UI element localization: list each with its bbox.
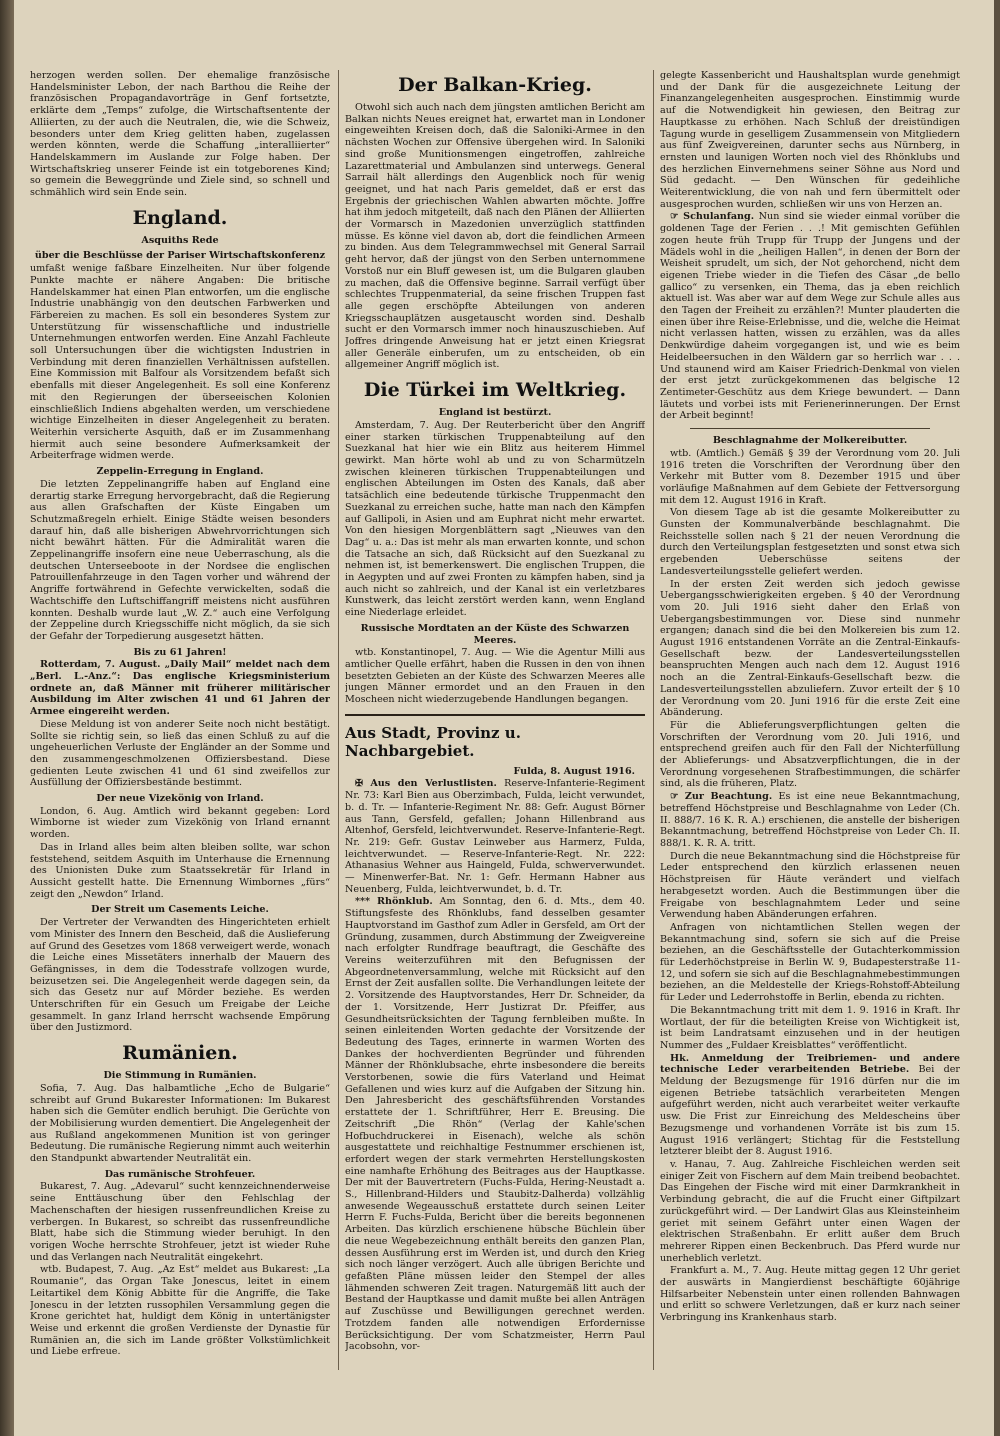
section-divider: [345, 714, 645, 716]
article-text: In der ersten Zeit werden sich jedoch gewisse Uebergangsschwierigkeiten ergeben. § 40 der Verordnung vom 20. Juli 1916 sieht daher den Erlaß von Uebergangsbestimmungen vor. Diese sind nunmehr ergangen; danach sind die bei den Molkereien bis zum 12. August 1916 entstandenen Vorräte an die Zentral-Einkaufs-Gesellschaft bezw. der Landesverteilungsstellen beanspruchten Mengen auch nach dem 12. August 1916 noch an die Zentral-Einkaufs-Gesellschaft bezw. die Landesverteilungsstellen abzuliefern. Zuvor erteilt der § 10 der Verordnung vom 20. Juni 1916 für die erste Zeit eine Abänderung.: [660, 578, 960, 719]
section-heading-balkan: Der Balkan-Krieg.: [398, 74, 592, 96]
article-text: Die letzten Zeppelinangriffe haben auf England eine derartig starke Erregung hervorgebracht, daß die Regierung aus allen Grafschaften der Küste Eingaben um Schutzmaßregeln erhielt. Einige Städte weisen besonders darauf hin, daß alle bisherigen Abwehrvorrichtungen sich nicht bewährt hätten. Für die Admiralität waren die Zeppelinangriffe insofern eine neue Ueberraschung, als die deutschen Unterseeboote in der Nordsee die englischen Patrouillenfahrzeuge in den Tagen vorher und während der Angriffe fortwährend in Gefechte verwickelten, sodaß die Wachtschiffe den Luftschiffangriff meistens nicht ausführen konnten. Deshalb wurde laut „W. Z.“ auch eine Verfolgung der Zeppeline durch Kriegsschiffe nicht möglich, da sie sich der Gefahr der Torpedierung ausgesetzt hätten.: [30, 478, 330, 642]
article-title: Rhönklub.: [377, 896, 433, 908]
cross-icon: ✠: [355, 778, 364, 790]
article-text: v. Hanau, 7. Aug. Zahlreiche Fischleichen werden seit einiger Zeit von Fischern auf dem Main treibend beobachtet. Das Eingehen der Fische wird mit einer Darmkrankheit in Verbindung gebracht, die auf die Frucht einer Giftpilzart zurückgeführt wird. — Der Landwirt Glas aus Kleinsteinheim geriet mit seinem Gefährt unter einen Wagen der elektrischen Straßenbahn. Er erlitt außer dem Bruch mehrerer Rippen einen Beckenbruch. Das Pferd wurde nur unerheblich verletzt.: [660, 1158, 960, 1264]
article-text: Frankfurt a. M., 7. Aug. Heute mittag gegen 12 Uhr geriet der auswärts in Mangierdienst beschäftigte 60jährige Hilfsarbeiter Nebenstein unter einen rollenden Bahnwagen und erlitt so schwere Verletzungen, daß er kurz nach seiner Verbringung ins Krankenhaus starb.: [660, 1265, 960, 1324]
article-text: Nun sind sie wieder einmal vorüber die goldenen Tage der Ferien . . .! Mit gemischten Gefühlen zogen heute früh Trupp für Trupp der Jungens und der Mädels wohl in die „heiligen Hallen“, in denen der Born der Weisheit sprudelt, um sich, der Not gehorchend, nicht dem eigenen Triebe wieder in die Tiefen des Cäsar „de bello gallico“ zu versenken, ein Thema, das ja eben reichlich aktuell ist. Was aber war auf dem Wege zur Schule alles aus den Tagen der Freiheit zu erzählen?! Munter plauderten die einen über ihre Reise-Erlebnisse, und die, welche die Heimat nicht verlassen hatten, wissen zu erzählen, was da alles Denkwürdige daheim vorgegangen ist, und wie es beim Heidelbeersuchen in den Wäldern gar so herrlich war . . . Und staunend wird am Kaiser Friedrich-Denkmal von vielen der erst jetzt zurückgekommenen das belgische 12 Zentimeter-Geschütz aus dem Kriege bewundert. — Dann läutets und vorbei ists mit Ferienerinnerungen. Der Ernst der Arbeit beginnt!: [660, 211, 960, 422]
intro-paragraph: herzogen werden sollen. Der ehemalige französische Handelsminister Lebon, der nach Barthou die Reihe der französischen Propagandavorträge in Genf fortsetzte, erklärte dem „Temps“ zufolge, die Wirtschaftsentente der Alliierten, zu der auch die Neutralen, die, wie die Schweiz, besonders unter dem Krieg gelitten haben, zugelassen werden könnten, werde die Schaffung „interalliierter“ Handelskammern im Auslande zur Folge haben. Der Wirtschaftskrieg unserer Feinde ist ein totgeborenes Kind; so gemein die Beweggründe und Ziele sind, so schnell und schmählich wird sein Ende sein.: [30, 70, 330, 199]
article-text: Otwohl sich auch nach dem jüngsten amtlichen Bericht am Balkan nichts Neues ereignet hat, erwartet man in Londoner eingeweihten Kreisen doch, daß die Saloniki-Armee in den nächsten Wochen zur Offensive übergehen wird. In Saloniki sind große Munitionsmengen eingetroffen, zahlreiche Lazarettmaterial und Ambulanzen sind unterwegs. General Sarrail hält allerdings den Augenblick noch für wenig geeignet, und hat nach Paris gemeldet, daß er erst das Ergebnis der griechischen Wahlen abwarten möchte. Joffre hat ihm jedoch mitgeteilt, daß nach den Plänen der Alliierten der Vormarsch in Mazedonien unverzüglich stattfinden müsse. Es könne viel davon ab, dort die feindlichen Armeen zu binden. Aus dem Telegrammwechsel mit General Sarrail geht hervor, daß der jüngst von den Serben unternommene Vorstoß nur ein Bluff gewesen ist, um die Bulgaren glauben zu machen, daß die Offensive beginne. Sarrail verfügt über schlechtes Truppenmaterial, da seine frischen Truppen fast alle gegen erschöpfte Abteilungen von anderen Kriegsschauplätzen ausgetauscht worden sind. Deshalb sucht er den Vormarsch immer noch hinauszuschieben. Auf Joffres dringende Anweisung hat er jetzt einen Kriegsrat aller Generäle einberufen, um zu entscheiden, ob ein allgemeiner Angriff möglich ist.: [345, 102, 645, 371]
asterisk-icon: ***: [355, 896, 371, 908]
article-title: Schulanfang.: [683, 211, 755, 223]
article-text: Der Vertreter der Verwandten des Hingerichteten erhielt vom Minister des Innern den Bescheid, daß die Auslieferung auf Grund des Gesetzes vom 1868 verweigert werde, wonach die Leiche eines Missetäters innerhalb der Mauern des Gefängnisses, in dem die Todesstrafe vollzogen wurde, beizusetzen sei. Die Angelegenheit werde dagegen sein, da sich das Gesetz nur auf Mörder beziehe. Es werden Unterschriften für ein Gesuch um Freigabe der Leiche gesammelt. In ganz Irland herrscht wachsende Empörung über den Justizmord.: [30, 917, 330, 1034]
article-text: Reserve-Infanterie-Regiment Nr. 73: Karl Bien aus Oberzimbach, Fulda, leicht verwundet, b. d. Tr. — Infanterie-Regiment Nr. 88: Gefr. August Börner aus Tann, Gersfeld, gefallen; Johann Hillenbrand aus Altenhof, Gersfeld, leichtverwundet. Reserve-Infanterie-Regt. Nr. 219: Gefr. Gustav Leinweber aus Harmerz, Fulda, leichtverwundet. — Reserve-Infanterie-Regt. Nr. 222: Athanasius Wehner aus Haingeld, Fulda, schwerverwundet. — Minenwerfer-Bat. Nr. 1: Gefr. Hermann Habner aus Neuenberg, Fulda, leichtverwundet, b. d. Tr.: [345, 778, 645, 895]
pointing-hand-icon: ☞: [670, 791, 679, 803]
section-heading-stadt: Aus Stadt, Provinz u. Nachbargebiet.: [345, 723, 521, 760]
article-text: Für die Ablieferungsverpflichtungen gelten die Vorschriften der Verordnung vom 20. Juli 1916, und entsprechend greifen auch für den Fall der Nichterfüllung der Ablieferungs- und Absatzverpflichtungen, die in der Verordnung vorgesehenen Strafbestimmungen, die schärfer sind, als die früheren, Platz.: [660, 719, 960, 790]
column-rule: [338, 70, 339, 1370]
article-text: wtb. (Amtlich.) Gemäß § 39 der Verordnung vom 20. Juli 1916 treten die Vorschriften der Verordnung über den Verkehr mit Butter vom 8. Dezember 1915 und über vorläufige Maßnahmen auf dem Gebiete der Fettversorgung mit dem 12. August 1916 in Kraft.: [660, 447, 960, 506]
column-rule: [653, 70, 654, 1370]
article-title: Das rumänische Strohfeuer.: [104, 1168, 256, 1180]
article-subtitle: über die Beschlüsse der Pariser Wirtschaftskonferenz: [34, 250, 326, 262]
article-text: London, 6. Aug. Amtlich wird bekannt gegeben: Lord Wimborne ist wieder zum Vizekönig von Irland ernannt worden.: [30, 805, 330, 841]
section-heading-england: England.: [132, 206, 228, 229]
article-text: Es ist eine neue Bekanntmachung, betreffend Höchstpreise und Beschlagnahme von Leder (Ch. II. 888/7. 16 K. R. A.) erschienen, die anstelle der bisherigen Bekanntmachung, betreffend Höchstpreise von Leder Ch. II. 888/1. K. R. A. tritt.: [660, 791, 960, 849]
article-title: Russische Mordtaten an der Küste des Schwarzen Meeres.: [360, 622, 630, 646]
page-gutter-edge: [0, 0, 14, 1436]
article-title: Aus den Verlustlisten.: [370, 778, 497, 790]
pointing-hand-icon: ☞: [670, 211, 679, 223]
article-text: Von diesem Tage ab ist die gesamte Molkereibutter zu Gunsten der Kommunalverbände beschlagnahmt. Die Reichsstelle sollen nach § 21 der neuen Verordnung die durch den Verteilungsplan festgesetzten und sonst etwa sich ergebenden Ueberschüsse seitens der Landesverteilungsstelle geliefert werden.: [660, 507, 960, 577]
article-title: Der neue Vizekönig von Irland.: [96, 793, 264, 805]
divider: [690, 428, 930, 429]
column-1: [30, 70, 330, 1390]
column-3: [660, 70, 960, 1390]
article-title: Hk. Anmeldung der Treibriemen- und andere technische Leder verarbeitenden Betriebe.: [660, 1052, 960, 1076]
dateline: Fulda, 8. August 1916.: [513, 765, 635, 777]
article-text: Bei der Meldung der Bezugsmenge für 1916 dürfen nur die im eigenen Betriebe tatsächlich verarbeiteten Mengen aufgeführt werden, nicht auch verarbeitet weiter verkaufte usw. Die Frist zur Einreichung des Meldescheins über Bezugsmenge und vorhandenen Vorräte ist bis zum 15. August 1916 verlängert; Stichtag für die Feststellung letzterer bleibt der 8. August 1916.: [660, 1064, 960, 1158]
article-title: England ist bestürzt.: [438, 407, 552, 419]
article-text: Diese Meldung ist von anderer Seite noch nicht bestätigt. Sollte sie richtig sein, so ließ das einen Schluß zu auf die ungeheuerlichen Verluste der Engländer an der Somme und den zusammengeschmolzenen Offiziersbestand. Diese gedienten Leute zwischen 41 und 61 sind zweifellos zur Ausfüllung der Offiziersbestände bestimmt.: [30, 718, 330, 789]
article-text: wtb. Budapest, 7. Aug. „Az Est“ meldet aus Bukarest: „La Roumanie“, das Organ Take Jonescus, leitet in einem Leitartikel dem König Abbitte für die Angriffe, die Take Jonescu in der letzten russophilen Versammlung gegen die Krone gerichtet hat, huldigt dem König in untertänigster Weise und erkennt die großen Verdienste der Dynastie für Rumänien an, die sich im Lande größter Volkstümlichkeit und Liebe erfreue.: [30, 1264, 330, 1358]
article-text: Anfragen von nichtamtlichen Stellen wegen der Bekanntmachung sind, sofern sie sich auf die Preise beziehen, an die Geschäftsstelle der Gutachterkommission für Lederhöchstpreise in Berlin W. 9, Budapesterstraße 11-12, und sofern sie sich auf die Beschlagnahmebestimmungen beziehen, an die Meldestelle der Kriegs-Rohstoff-Abteilung für Leder und Lederrohstoffe in Berlin, ebenda zu richten.: [660, 921, 960, 1004]
article-text: Am Sonntag, den 6. d. Mts., dem 40. Stiftungsfeste des Rhönklubs, fand desselben gesamter Hauptvorstand im Gasthof zum Adler in Gersfeld, am Ort der Gründung, zusammen, durch Abstimmung der Zweigvereine nach erfolgter Rundfrage beauftragt, die Geschäfte des Vereins weiterzuführen mit den Befugnissen der Abgeordnetenversammlung, welche mit Rücksicht auf den Ernst der Zeit ausfallen sollte. Die Verhandlungen leitete der 2. Vorsitzende des Hauptvorstandes, Herr Dr. Schneider, da der 1. Vorsitzende, Herr Justizrat Dr. Pfeiffer, aus Gesundheitsrücksichten der Tagung fernbleiben mußte. In seinen einleitenden Worten gedachte der Vorsitzende der Bedeutung des Tages, erinnerte in warmen Worten des Dankes der hochverdienten Begründer und führenden Männer der Rhönklubsache, ehrte insbesondere die bereits Verstorbenen, sowie die fürs Vaterland und Heimat Gefallenen und wies kurz auf die Aufgaben der Sitzung hin. Den Jahresbericht des geschäftsführenden Vorstandes erstattete der 1. Schriftführer, Herr E. Breusing. Die Zeitschrift „Die Rhön“ (Verlag der Kahle'schen Hofbuchdruckerei in Eisenach), welche als schön ausgestattete und reichhaltige Festnummer erschienen ist, erfordert wegen der stark vermehrten Herstellungskosten eine namhafte Erhöhung des Beitrages aus der Hauptkasse. Der mit der Bauvertretern (Fuchs-Fulda, Hering-Neustadt a. S., Hillenbrand-Hilders und Staubitz-Dalherda) vollzählig anwesende Wegeausschuß erstattete durch seinen Leiter Herrn F. Fuchs-Fulda, Bericht über die bereits begonnenen Arbeiten. Das kürzlich erschienene hübsche Büchlein über die neue Wegebezeichnung enthält bereits den ganzen Plan, dessen Ausführung erst im Werden ist, und durch den Krieg sich noch länger verzögert. Auch alle übrigen Berichte und gefaßten Pläne müssen leider den Stempel der alles lähmenden schweren Zeit tragen. Naturgemäß litt auch der Bestand der Hauptkasse und damit mußte bei allen Anträgen auf Zuschüsse und Bewilligungen gerechnet werden. Trotzdem fanden alle notwendigen Erfordernisse Berücksichtigung. Der vom Schatzmeister, Herrn Paul Jacobsohn, vor-: [345, 896, 645, 1353]
article-text: wtb. Konstantinopel, 7. Aug. — Wie die Agentur Milli aus amtlicher Quelle erfährt, haben die Russen in den von ihnen besetzten Gebieten an der Küste des Schwarzen Meeres alle jungen Männer ermordet und an den Frauen in den Moscheen nicht wiederzugebende Handlungen begangen.: [345, 647, 645, 706]
article-text: gelegte Kassenbericht und Haushaltsplan wurde genehmigt und der Dank für die ausgezeichnete Leitung der Finanzangelegenheiten ausgesprochen. Einstimmig wurde auf die Notwendigkeit hin gewiesen, den Beitrag zur Hauptkasse zu erhöhen. Nach Schluß der dreistündigen Tagung wurde in geselligem Zusammensein von Mitgliedern aus fünf Zweigvereinen, darunter sechs aus Nürnberg, in ernsten und launigen Worten noch viel des Rhönklubs und des herzlichen Einvernehmens seiner Söhne aus Nord und Süd gedacht. — Den Wünschen für gedeihliche Weiterentwicklung, die von nah und fern übermittelt oder ausgesprochen wurden, schließen wir uns von Herzen an.: [660, 70, 960, 210]
article-title: Der Streit um Casements Leiche.: [91, 904, 269, 916]
article-title: Zur Beachtung.: [684, 791, 773, 803]
section-heading-rumaenien: Rumänien.: [122, 1042, 238, 1065]
section-heading-tuerkei: Die Türkei im Weltkrieg.: [363, 379, 627, 402]
article-text: Bukarest, 7. Aug. „Adevarul“ sucht kennzeichnenderweise seine Enttäuschung über den Fehlschlag der Machenschaften der hiesigen russenfreundlichen Kreise zu verbergen. In Bukarest, so schreibt das russenfreundliche Blatt, habe sich die Stimmung wieder beruhigt. In den vorigen Woche herrschte Strohfeuer, jetzt ist wieder Ruhe und das Verlangen nach Neutralität eingekehrt.: [30, 1181, 330, 1263]
article-title: Asquiths Rede: [141, 234, 219, 246]
article-title: Die Stimmung in Rumänien.: [103, 1070, 257, 1082]
article-title: Beschlagnahme der Molkereibutter.: [712, 435, 908, 447]
article-text: umfaßt wenige faßbare Einzelheiten. Nur über folgende Punkte machte er nähere Angaben: Die britische Handelskammer hat einen Plan entworfen, um die englische Industrie unabhängig von den deutschen Farbwerken und Färbereien zu machen. Es soll ein besonderes System zur Unterstützung für wissenschaftliche und industrielle Unternehmungen entworfen werden. Eine Anzahl Fachleute soll Untersuchungen über die wichtigsten Industrien in Verbindung mit deren finanziellen Verhältnissen aufstellen. Eine Kommission mit Balfour als Vorsitzendem befaßt sich ebenfalls mit dieser Angelegenheit. Es soll eine Konferenz mit den Regierungen der überseeischen Kolonien einschließlich Indiens abgehalten werden, um verschiedene wichtige Einzelheiten in dieser Angelegenheit zu beraten. Weiterhin versicherte Asquith, daß er im Zusammenhang hiermit auch seine besondere Aufmerksamkeit der Arbeiterfrage widmen werde.: [30, 263, 330, 462]
newspaper-page: [14, 0, 994, 1436]
article-text: Die Bekanntmachung tritt mit dem 1. 9. 1916 in Kraft. Ihr Wortlaut, der für die beteiligten Kreise von Wichtigkeit ist, ist beim Landratsamt einzusehen und in der heutigen Nummer des „Fuldaer Kreisblattes“ veröffentlicht.: [660, 1004, 960, 1051]
article-lead: Rotterdam, 7. August. „Daily Mail“ meldet nach dem „Berl. L.-Anz.“: Das englische Kriegsministerium ordnete an, daß Männer mit früherer militärischer Ausbildung im Alter zwischen 41 und 61 Jahren der Armee eingereiht werden.: [30, 659, 330, 718]
article-text: Amsterdam, 7. Aug. Der Reuterbericht über den Angriff einer starken türkischen Truppenabteilung auf den Suezkanal hat hier wie ein Blitz aus heiterem Himmel gewirkt. Man hörte wohl ab und zu von Scharmützeln zwischen kleineren türkischen Truppenabteilungen und englischen Abteilungen im Osten des Kanals, daß aber tatsächlich eine bedeutende türkische Truppenmacht den Suezkanal zu erreichen suche, hatte man nach den Kämpfen auf Gallipoli, in Asien und am Euphrat nicht mehr erwartet. Von den hiesigen Morgenblättern sagt „Nieuwes van den Dag“ u. a.: Das ist mehr als man erwarten konnte, und schon die Tatsache an sich, daß Rücksicht auf den Suezkanal zu nehmen ist, ist bemerkenswert. Die englischen Truppen, die in Aegypten und auf zwei Fronten zu kämpfen haben, sind ja auch nicht so zahlreich, und der Kanal ist ein verletzbares Kunstwerk, das leicht zerstört werden kann, wenn England eine Niederlage erleidet.: [345, 419, 645, 619]
article-title: Zeppelin-Erregung in England.: [96, 466, 264, 478]
article-text: Durch die neue Bekanntmachung sind die Höchstpreise für Leder entsprechend den kürzlich erlassenen neuen Höchstpreisen für Häute verändert und vielfach herabgesetzt worden. Auch die Bestimmungen über die Freigabe von beschlagnahmtem Leder und seine Verwendung haben Abänderungen erfahren.: [660, 850, 960, 921]
article-text: Das in Irland alles beim alten bleiben sollte, war schon feststehend, seitdem Asquith im Unterhause die Ernennung des Unionisten Duke zum Staatssekretär für Irland in Aussicht gestellt hatte. Die Ernennung Wimbornes „fürs“ zeigt den „Newdon“ Irland.: [30, 841, 330, 900]
article-title: Bis zu 61 Jahren!: [133, 646, 227, 658]
column-2: [345, 70, 645, 1390]
article-text: Sofia, 7. Aug. Das halbamtliche „Echo de Bulgarie“ schreibt auf Grund Bukarester Informationen: Im Bukarest haben sich die Gemüter endlich beruhigt. Die Gerüchte von der Mobilisierung wurden dementiert. Die Angelegenheit der aus Rußland angekommenen Munition ist von geringer Bedeutung. Die rumänische Regierung nimmt auch weiterhin den Standpunkt abwartender Neutralität ein.: [30, 1082, 330, 1165]
